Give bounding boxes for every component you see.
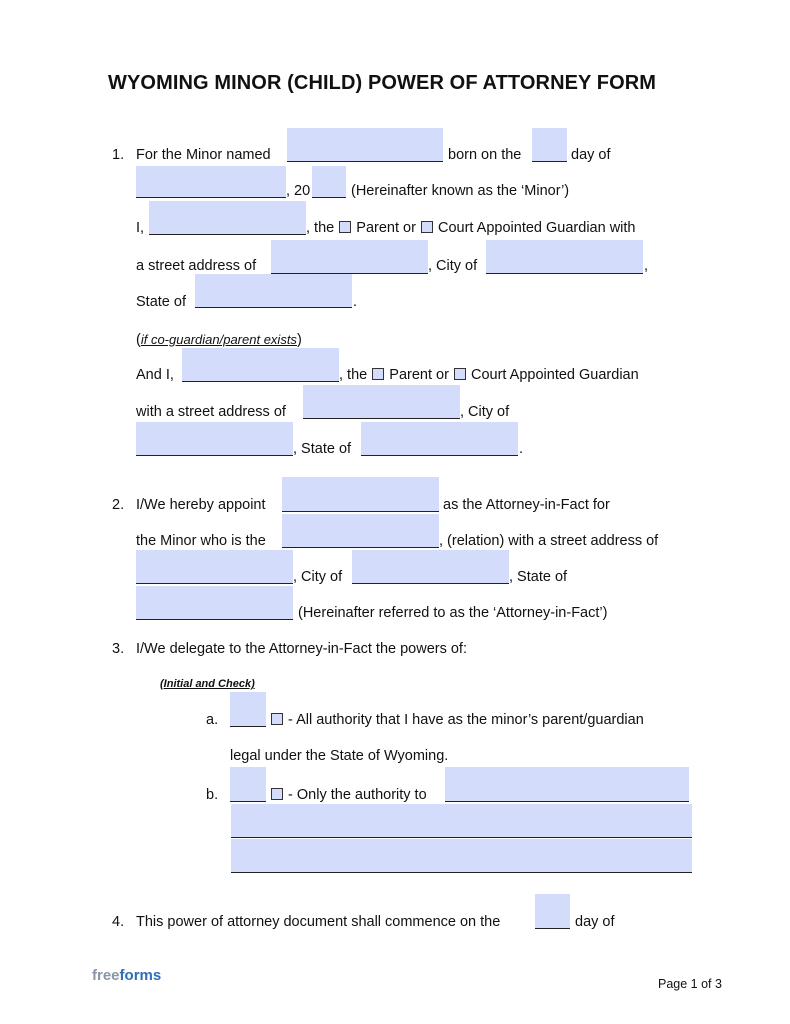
text-and-i: And I, [136,367,174,383]
coguardian-name-field[interactable] [182,348,339,382]
text-street-address-of: a street address of [136,258,257,274]
text-city-of-2: , City of [460,404,510,420]
section-1-number: 1. [112,147,125,163]
birth-month-field[interactable] [136,166,286,198]
text-the-2 [339,367,639,383]
text-period: . [353,294,358,310]
text-period-2: . [519,441,524,457]
option-a-row [270,712,644,728]
initial-a-field[interactable] [230,692,266,727]
coguardian-checkbox[interactable] [454,368,466,380]
text-i: I, [136,220,145,236]
attorney-state-field[interactable] [136,586,293,620]
parent-city-field[interactable] [486,240,643,274]
parent-state-field[interactable] [195,274,352,308]
text-for-minor-named: For the Minor named [136,147,271,163]
text-with-street: with a street address of [136,404,286,420]
co-guardian-close: ) [296,332,302,348]
coguardian-state-field[interactable] [361,422,518,456]
text-parent-or: Parent or [356,220,416,236]
coparent-checkbox[interactable] [372,368,384,380]
authority-field-1[interactable] [445,767,689,802]
text-court-guardian: Court Appointed Guardian [471,367,639,383]
parent-checkbox[interactable] [339,221,351,233]
text-hereinafter-aif: (Hereinafter referred to as the ‘Attorney-in-Fact’) [298,605,608,621]
option-a-checkbox[interactable] [271,713,283,725]
coguardian-street-field[interactable] [303,385,460,419]
coguardian-city-field[interactable] [136,422,293,456]
authority-field-3[interactable] [231,839,692,873]
text-state-of: State of [136,294,186,310]
relation-field[interactable] [282,514,439,548]
option-b-checkbox[interactable] [271,788,283,800]
parent-street-field[interactable] [271,240,428,274]
text-born-on: born on the [448,147,522,163]
section-2-number: 2. [112,497,125,513]
guardian-checkbox[interactable] [421,221,433,233]
co-guardian-note [136,331,302,349]
attorney-city-field[interactable] [352,550,509,584]
text-day-of-2: day of [575,914,615,930]
section-4-number: 4. [112,914,125,930]
option-a-text: - All authority that I have as the minor’s parent/guardian [288,712,644,728]
text-parent-or-2: Parent or [389,367,449,383]
text-appoint: I/We hereby appoint [136,497,266,513]
text-day-of: day of [571,147,611,163]
option-a-label: a. [206,712,219,728]
text-initial-check: (Initial and Check) [160,678,255,690]
commence-day-field[interactable] [535,894,570,929]
logo-forms: forms [119,967,162,984]
attorney-name-field[interactable] [282,477,439,512]
co-guardian-text: if co-guardian/parent exists [140,332,297,347]
minor-name-field[interactable] [287,128,443,162]
freeforms-logo [92,967,161,984]
text-delegate: I/We delegate to the Attorney-in-Fact the powers of: [136,641,467,657]
text-the-label: , the [306,220,335,236]
text-the-label-2: , the [339,367,368,383]
authority-field-2[interactable] [231,804,692,838]
attorney-street-field[interactable] [136,550,293,584]
birth-year-field[interactable] [312,166,346,198]
option-b-row [270,787,427,803]
text-state-of-2: , State of [293,441,352,457]
option-b-label: b. [206,787,219,803]
text-as-aif-for: as the Attorney-in-Fact for [443,497,610,513]
initial-b-field[interactable] [230,767,266,802]
text-state-of-3: , State of [509,569,568,585]
co-guardian-open: ( [136,332,141,348]
text-hereinafter-minor: (Hereinafter known as the ‘Minor’) [351,183,570,199]
birth-day-field[interactable] [532,128,567,162]
option-a-text-2: legal under the State of Wyoming. [230,748,449,764]
text-comma: , [644,258,649,274]
page-number: Page 1 of 3 [658,977,722,991]
section-3-number: 3. [112,641,125,657]
text-year-prefix: , 20 [286,183,311,199]
text-city-of-3: , City of [293,569,343,585]
text-the [306,220,636,236]
parent-name-field[interactable] [149,201,306,235]
text-city-of: , City of [428,258,478,274]
text-minor-who-is: the Minor who is the [136,533,266,549]
logo-free: free [92,967,120,984]
option-b-text: - Only the authority to [288,787,427,803]
form-title: WYOMING MINOR (CHILD) POWER OF ATTORNEY FORM [108,72,657,94]
text-relation: , (relation) with a street address of [439,533,659,549]
text-commence: This power of attorney document shall commence on the [136,914,501,930]
text-court-guardian-with: Court Appointed Guardian with [438,220,636,236]
